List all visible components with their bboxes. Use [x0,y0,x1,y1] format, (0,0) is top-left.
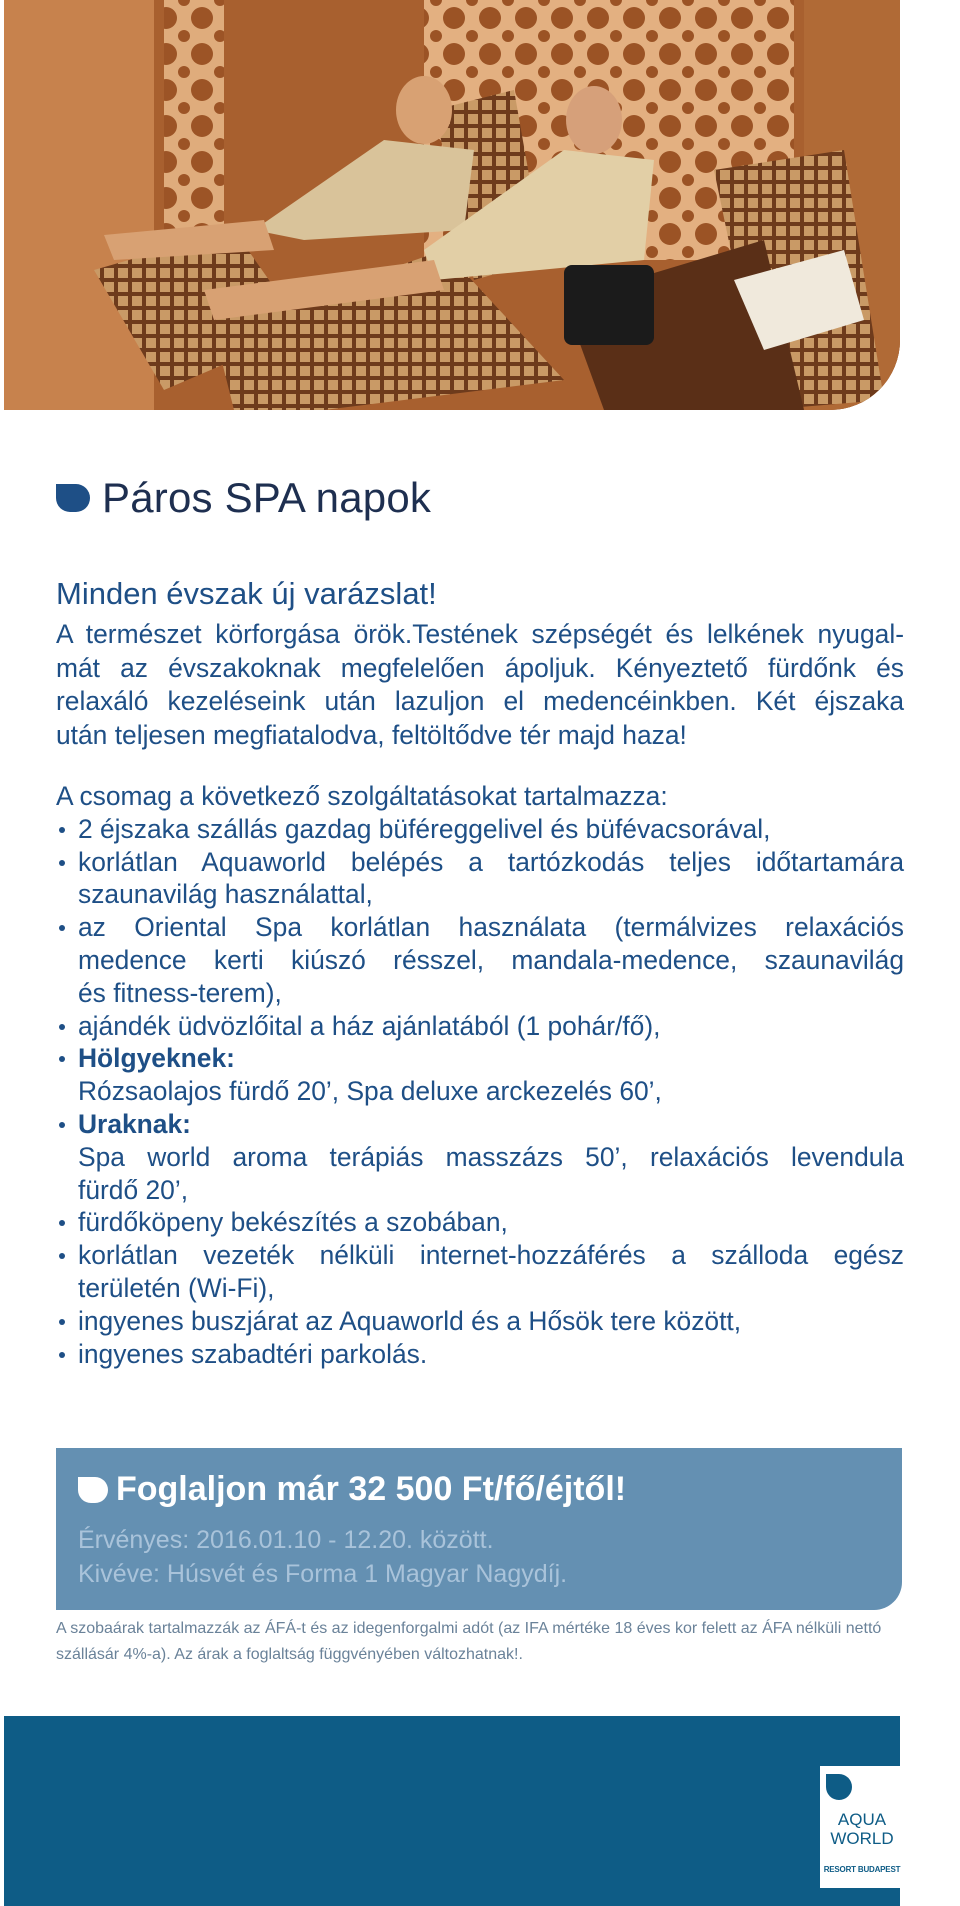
logo-text: AQUA [837,1810,887,1829]
list-item [56,813,904,846]
water-drop-icon [826,1774,852,1800]
spa-couple-relaxing-photo [4,0,900,410]
list-item-heading: Uraknak: [78,1108,191,1139]
validity-text: Érvényes: 2016.01.10 - 12.20. között. [78,1526,494,1554]
intro-line: mát az évszakoknak megfelelően ápoljuk. Kényeztető fürdőnk és [56,652,904,683]
booking-box [56,1448,902,1610]
list-item-line: szaunavilág használattal, [78,879,373,910]
package-lead: A csomag a következő szolgáltatásokat tartalmazza: [56,781,668,811]
leaf-bullet-icon [56,484,90,512]
list-item-line: medence kerti kiúszó résszel, mandala-medence, szaunavilág [78,944,904,975]
list-item-line: Spa world aroma terápiás masszázs 50’, relaxációs levendula [78,1141,904,1172]
aquaworld-logo [820,1766,904,1888]
list-item-line: ingyenes buszjárat az Aquaworld és a Hősök tere között, [78,1305,742,1336]
list-item [56,1010,904,1043]
list-item [56,1206,904,1239]
booking-title: Foglaljon már 32 500 Ft/fő/éjtől! [116,1470,627,1508]
package-section [56,780,904,1370]
intro-paragraph [56,618,904,752]
list-item-line: ajándék üdvözlőital a ház ajánlatából (1 pohár/fő), [78,1010,661,1041]
leaf-bullet-icon [78,1477,108,1503]
list-item [56,1338,904,1371]
list-item [56,846,904,912]
list-item-line: 2 éjszaka szállás gazdag büféreggelivel és büfévacsorával, [78,813,771,844]
intro-line: után teljesen megfiatalodva, feltöltődve tér majd haza! [56,719,687,750]
list-item [56,1305,904,1338]
logo-subtext: RESORT BUDAPEST [823,1865,901,1874]
list-item-line: fürdő 20’, [78,1174,189,1205]
list-item-line: korlátlan vezeték nélküli internet-hozzáférés a szálloda egész [78,1240,904,1271]
footnote-line: A szobaárak tartalmazzák az ÁFÁ-t és az idegenforgalmi adót (az IFA mértéke 18 éves kor felett az ÁFA nélküli nettó [56,1620,882,1637]
intro-subtitle: Minden évszak új varázslat! [56,576,437,611]
package-list [56,813,904,1371]
list-item [56,1239,904,1305]
logo-text: WORLD [830,1829,894,1848]
list-item-line: és fitness-terem), [78,977,282,1008]
list-item-line: korlátlan Aquaworld belépés a tartózkodás teljes időtartamára [78,846,904,877]
list-item-line: területén (Wi-Fi), [78,1272,275,1303]
price-footnote [56,1616,902,1668]
intro-line: A természet körforgása örök.Testének szépségét és lelkének nyugal- [56,619,904,649]
hero-photo [4,0,900,410]
list-item-line: ingyenes szabadtéri parkolás. [78,1338,428,1369]
page-title: Páros SPA napok [102,474,432,521]
list-item-line: fürdőköpeny bekészítés a szobában, [78,1207,508,1238]
list-item-heading: Hölgyeknek: [78,1043,235,1074]
list-item [56,1042,904,1108]
list-item [56,1108,904,1206]
footnote-line: szállásár 4%-a). Az árak a foglaltság függvényében változhatnak!. [56,1646,523,1663]
footer-band [4,1716,900,1906]
list-item [56,911,904,1009]
exception-text: Kivéve: Húsvét és Forma 1 Magyar Nagydíj. [78,1560,568,1588]
intro-line: relaxáló kezeléseink után lazuljon el medencéinkben. Két éjszaka [56,686,904,716]
title-row [56,474,431,522]
list-item-line: az Oriental Spa korlátlan használata (termálvizes relaxációs [78,912,904,943]
list-item-line: Rózsaolajos fürdő 20’, Spa deluxe arckezelés 60’, [78,1076,662,1107]
booking-head [78,1470,626,1509]
